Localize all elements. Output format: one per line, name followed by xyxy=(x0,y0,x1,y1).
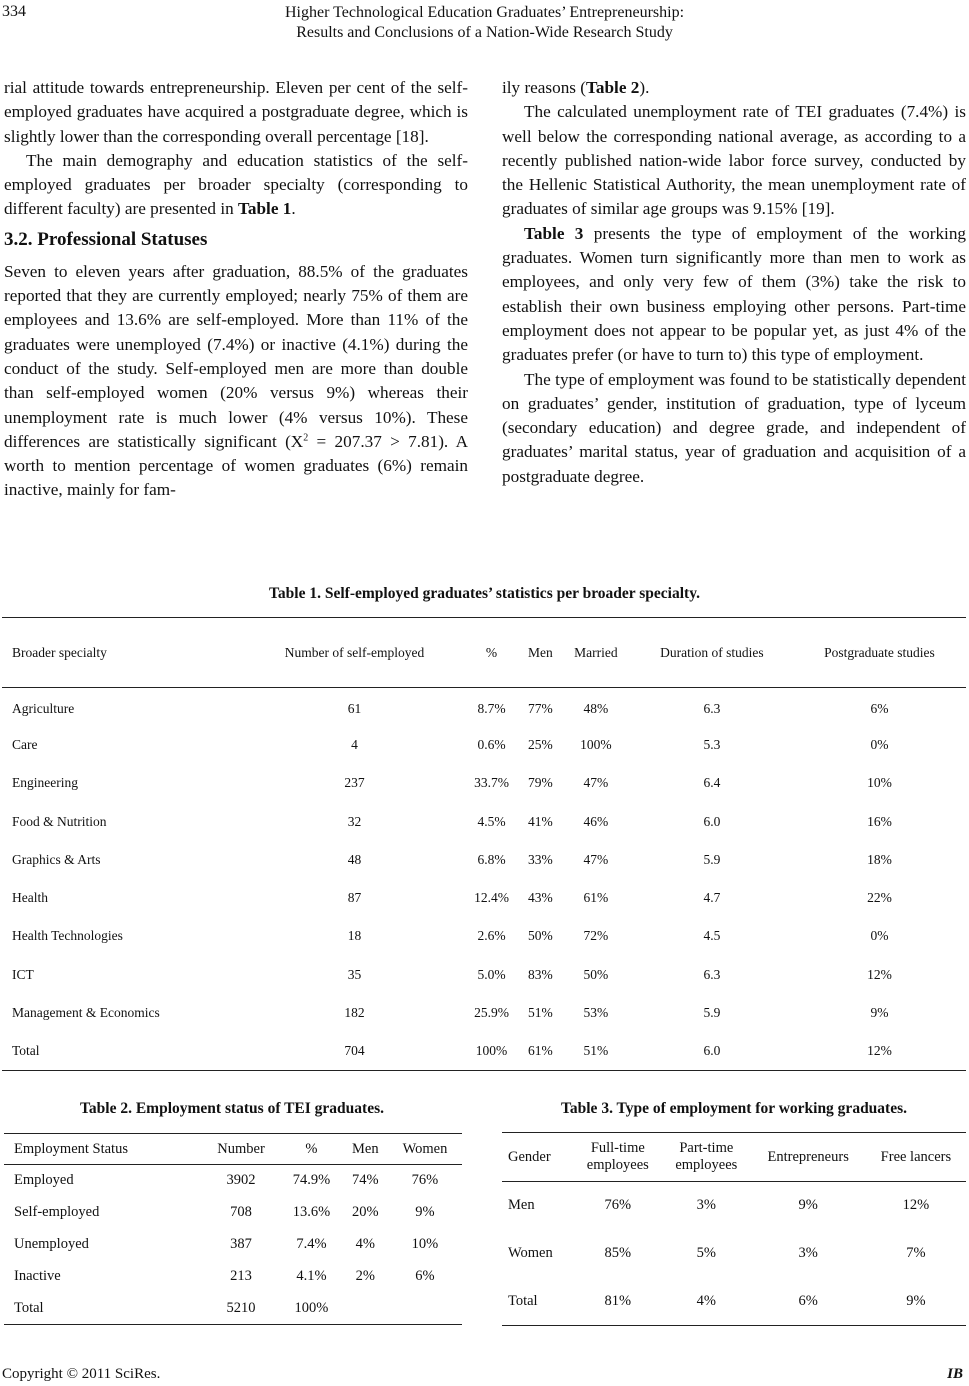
paragraph-text: = 207.37 > 7.81). A worth to mention percentage of women graduates (6%) remain inactive, mainly for fam- xyxy=(4,431,469,500)
table-row xyxy=(4,1165,462,1197)
table-cell: 704 xyxy=(344,1043,365,1059)
table-cell: 48 xyxy=(347,851,362,867)
table-row xyxy=(2,879,966,917)
table-cell: 4 xyxy=(351,736,358,752)
table-cell: 47% xyxy=(583,851,609,867)
table-row xyxy=(2,1032,966,1070)
table-cell: 4.7 xyxy=(703,890,721,906)
row-label: Unemployed xyxy=(14,1236,89,1252)
table-cell: 12% xyxy=(867,1043,892,1059)
table-header-row xyxy=(4,1134,462,1165)
table-reference[interactable]: Table 3 xyxy=(524,223,584,243)
table-cell: 18% xyxy=(867,851,892,867)
row-label: Employed xyxy=(14,1172,74,1189)
table-cell: 6% xyxy=(798,1292,818,1309)
table-cell: 100% xyxy=(475,1043,508,1059)
column-header: Men xyxy=(528,644,553,660)
table-cell: 9% xyxy=(870,1005,889,1021)
table-header-row xyxy=(502,1133,966,1182)
row-label: ICT xyxy=(12,966,34,982)
row-label: Total xyxy=(508,1292,538,1309)
table-row xyxy=(4,1197,462,1229)
table-cell: 13.6% xyxy=(292,1204,331,1220)
table-header-row xyxy=(2,618,966,688)
column-header-line: Gender xyxy=(508,1148,551,1165)
row-label: Men xyxy=(508,1197,535,1214)
table-cell: 33% xyxy=(528,851,553,867)
table-cell: 9% xyxy=(415,1204,435,1220)
table-cell: 22% xyxy=(867,890,892,906)
table-cell: 18 xyxy=(347,928,362,944)
left-column xyxy=(4,76,468,503)
column-header: Women xyxy=(402,1140,448,1157)
table-cell: 9% xyxy=(798,1197,818,1214)
column-header: Employment Status xyxy=(14,1140,128,1157)
paragraph: The type of employment was found to be statistically dependent on graduates’ gender, institution of graduation, type of lyceum (secondary education) and degree grade, and independent of graduates’ marital status, year of graduation and acquisition of a postgraduate degree. xyxy=(502,369,966,486)
table-cell: 50% xyxy=(528,928,553,944)
table-cell: 10% xyxy=(411,1236,439,1252)
table-cell: 4% xyxy=(355,1236,375,1252)
table-row xyxy=(4,1229,462,1261)
paragraph-text: . xyxy=(291,199,296,219)
paragraph: rial attitude towards entrepreneurship. Eleven per cent of the self-employed graduates have acquired a postgraduate degree, which is slightly lower than the corresponding overall percentage [18]. xyxy=(4,78,468,146)
table-cell: 79% xyxy=(528,775,553,791)
table-row xyxy=(502,1182,966,1230)
table-cell: 5.3 xyxy=(703,736,721,752)
column-header-line: Full-time xyxy=(590,1140,645,1156)
row-label: Total xyxy=(12,1043,40,1059)
table2 xyxy=(4,1133,462,1325)
table-cell: 25% xyxy=(528,736,553,752)
table-cell: 47% xyxy=(583,775,609,791)
table-cell: 76% xyxy=(411,1172,439,1189)
row-label: Health xyxy=(12,890,48,906)
column-header xyxy=(751,1133,866,1182)
table-cell: 77% xyxy=(528,701,553,717)
table-cell: 83% xyxy=(528,966,553,982)
running-title-line2: Results and Conclusions of a Nation-Wide Research Study xyxy=(296,24,673,41)
page-number: 334 xyxy=(2,3,26,20)
table-cell: 74% xyxy=(352,1172,379,1189)
table-row xyxy=(4,1293,462,1325)
table-cell: 6% xyxy=(415,1268,435,1284)
paragraph-text: Seven to eleven years after graduation, 88.5% of the graduates reported that they are currently employed; nearly 75% of them are employees and 13.6% are self-employed. More than 11% of the graduates were unemployed (7.4%) or inactive (4.1%) during the conduct of the study. Self-employed men are more than double than self-employed women (20% versus 9%) whereas their unemployment rate is much lower (4% versus 10%). These differences are statistically significant (X xyxy=(4,261,468,451)
column-header: % xyxy=(485,644,498,660)
table-row xyxy=(2,841,966,879)
table-cell: 25.9% xyxy=(474,1005,509,1021)
table-cell: 3902 xyxy=(226,1172,256,1189)
table-row xyxy=(2,726,966,764)
column-header-line: employees xyxy=(586,1157,649,1173)
table-row xyxy=(2,688,966,726)
table-cell: 213 xyxy=(230,1268,252,1284)
table-row xyxy=(4,1261,462,1293)
superscript: 2 xyxy=(303,432,309,444)
table-cell xyxy=(388,1293,462,1325)
table-cell: 5.9 xyxy=(703,851,721,867)
table-cell: 3% xyxy=(798,1245,818,1261)
table-cell: 8.7% xyxy=(477,701,506,717)
row-label: Women xyxy=(508,1245,553,1261)
table-cell: 7.4% xyxy=(296,1236,327,1252)
row-label: Care xyxy=(12,736,38,752)
table-cell: 81% xyxy=(604,1292,632,1309)
table-cell: 87 xyxy=(347,890,362,906)
paragraph-text: ). xyxy=(639,78,650,97)
column-header: Men xyxy=(352,1140,379,1157)
table-cell: 6.3 xyxy=(703,966,721,982)
table-cell: 72% xyxy=(583,928,609,944)
table-cell: 76% xyxy=(604,1197,632,1214)
running-title-line1: Higher Technological Education Graduates’ Entrepreneurship: xyxy=(284,4,685,21)
table-cell: 61% xyxy=(583,890,609,906)
table-cell: 0.6% xyxy=(477,736,506,752)
column-header xyxy=(502,1133,574,1182)
column-header: Number xyxy=(217,1140,265,1157)
table1 xyxy=(2,617,966,1071)
table-cell: 6.3 xyxy=(703,701,721,717)
paragraph: The calculated unemployment rate of TEI graduates (7.4%) is well below the corresponding national average, as according to a recently published nation-wide labor force survey, conducted by the Hellenic Statistical Authority, the mean unemployment rate of graduates of similar age groups was 9.15% [19]. xyxy=(502,102,966,219)
table-cell: 100% xyxy=(294,1299,329,1316)
table-cell: 41% xyxy=(528,813,553,829)
table-cell: 2.6% xyxy=(477,928,506,944)
right-column xyxy=(502,76,966,489)
table-reference[interactable]: Table 1 xyxy=(238,199,292,219)
table-cell: 50% xyxy=(583,966,609,982)
table-cell xyxy=(343,1293,388,1325)
table-cell: 100% xyxy=(580,736,612,752)
row-label: Graphics & Arts xyxy=(12,851,101,867)
table-cell: 12.4% xyxy=(474,890,509,906)
row-label: Total xyxy=(14,1299,44,1316)
table3-caption: Table 3. Type of employment for working graduates. xyxy=(560,1100,908,1117)
paragraph xyxy=(4,260,468,503)
paragraph xyxy=(502,222,966,368)
row-label: Inactive xyxy=(14,1268,61,1284)
table-cell: 6% xyxy=(870,701,889,717)
table-cell: 182 xyxy=(344,1005,365,1021)
table-cell: 9% xyxy=(906,1292,926,1309)
table-row xyxy=(2,802,966,840)
table-cell: 5.0% xyxy=(477,966,506,982)
table-cell: 61 xyxy=(347,701,362,717)
column-header: Married xyxy=(574,644,618,660)
table-cell: 12% xyxy=(867,966,892,982)
section-heading: 3.2. Professional Statuses xyxy=(4,228,208,250)
table-cell: 7% xyxy=(906,1245,926,1261)
row-label: Management & Economics xyxy=(12,1005,160,1021)
table-cell: 48% xyxy=(583,701,609,717)
table-cell: 61% xyxy=(528,1043,553,1059)
table3 xyxy=(502,1132,966,1326)
row-label: Agriculture xyxy=(12,701,75,717)
table-cell: 51% xyxy=(583,1043,609,1059)
table-cell: 5% xyxy=(696,1245,716,1261)
paragraph xyxy=(4,149,468,222)
table-cell: 33.7% xyxy=(474,775,509,791)
paragraph-text: presents the type of employment of the working graduates. Women turn significantly more than men to work as employees, and only very few of them (3%) take the risk to establish their own business employing other persons. Part-time employment does not appear to be popular yet, as just 4% of the graduates prefer (or have to turn to) this type of employment. xyxy=(502,223,967,365)
page-header xyxy=(0,0,969,60)
paragraph-text: ily reasons ( xyxy=(502,78,587,97)
table2-caption: Table 2. Employment status of TEI graduates. xyxy=(79,1100,384,1117)
table-cell: 10% xyxy=(867,775,892,791)
column-header-line: Entrepreneurs xyxy=(767,1148,849,1165)
table-row xyxy=(2,994,966,1032)
table-cell: 5210 xyxy=(226,1299,256,1316)
column-header: Broader specialty xyxy=(12,644,107,660)
journal-abbrev: IB xyxy=(947,1366,963,1382)
table-cell: 237 xyxy=(344,775,365,791)
table1-caption: Table 1. Self-employed graduates’ statistics per broader specialty. xyxy=(269,585,700,602)
table-reference[interactable]: Table 2 xyxy=(586,78,640,97)
table-cell: 4.5% xyxy=(477,813,506,829)
row-label: Health Technologies xyxy=(12,928,123,944)
table-cell: 74.9% xyxy=(292,1172,331,1189)
table-cell: 6.8% xyxy=(477,851,506,867)
table-cell: 46% xyxy=(583,813,609,829)
table-cell: 16% xyxy=(867,813,892,829)
table-cell: 51% xyxy=(528,1005,553,1021)
column-header: Postgraduate studies xyxy=(824,644,935,660)
row-label: Engineering xyxy=(12,775,78,791)
table-cell: 2% xyxy=(355,1268,375,1284)
column-header: Number of self-employed xyxy=(284,644,425,660)
column-header-line: Free lancers xyxy=(880,1148,952,1165)
table-cell: 43% xyxy=(528,890,553,906)
table-row xyxy=(2,764,966,802)
column-header-line: Part-time xyxy=(679,1140,734,1156)
table-row xyxy=(2,917,966,955)
table-cell: 6.4 xyxy=(703,775,721,791)
column-header xyxy=(662,1133,751,1182)
table-cell: 6.0 xyxy=(703,1043,721,1059)
table-cell: 4.5 xyxy=(703,928,721,944)
table-cell: 12% xyxy=(902,1197,930,1214)
table-cell: 53% xyxy=(583,1005,609,1021)
row-label: Food & Nutrition xyxy=(12,813,107,829)
column-header: Duration of studies xyxy=(660,644,764,660)
copyright: Copyright © 2011 SciRes. xyxy=(2,1366,161,1382)
table-cell: 387 xyxy=(230,1236,252,1252)
table-cell: 4% xyxy=(696,1292,716,1309)
table-row xyxy=(2,956,966,994)
table-cell: 4.1% xyxy=(296,1268,327,1284)
column-header: % xyxy=(305,1140,318,1157)
running-title xyxy=(0,3,969,43)
table-cell: 85% xyxy=(604,1245,632,1261)
table-cell: 0% xyxy=(870,928,889,944)
paragraph xyxy=(502,76,966,100)
table-row xyxy=(502,1230,966,1278)
table-cell: 708 xyxy=(230,1204,252,1220)
table-cell: 6.0 xyxy=(703,813,721,829)
table-row xyxy=(502,1278,966,1326)
table-cell: 0% xyxy=(870,736,889,752)
column-header xyxy=(574,1133,663,1182)
row-label: Self-employed xyxy=(14,1204,100,1220)
column-header-line: employees xyxy=(675,1157,738,1173)
table-cell: 5.9 xyxy=(703,1005,721,1021)
column-header xyxy=(866,1133,966,1182)
table-cell: 32 xyxy=(347,813,362,829)
table-cell: 3% xyxy=(696,1197,716,1214)
table-cell: 20% xyxy=(352,1204,379,1220)
paragraph-text: The main demography and education statistics of the self-employed graduates per broader specialty (corresponding to different faculty) are presented in xyxy=(4,150,468,219)
table-cell: 35 xyxy=(347,966,362,982)
